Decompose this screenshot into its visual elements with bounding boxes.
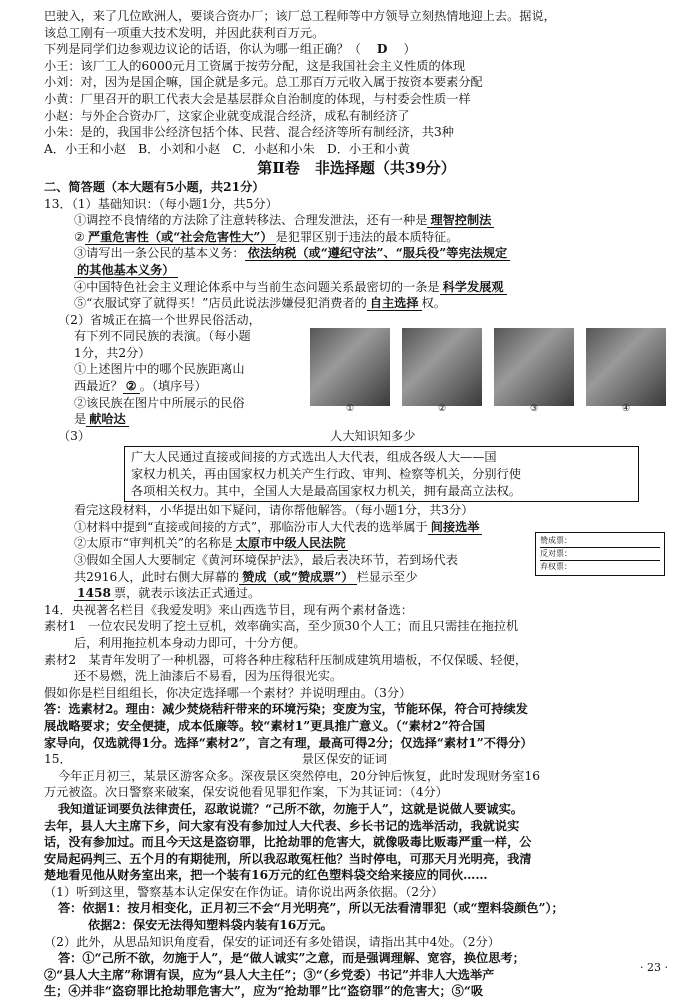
q15-answer-2: 答：①“己所不欲，勿施于人”，是“做人诚实”之意，而是强调理解、宽容，换位思考； xyxy=(58,951,525,966)
text-line: 小黄：厂里召开的职工代表大会是基层群众自治制度的体现，与村委会性质一样 xyxy=(44,91,471,106)
answer-1: 理智控制法 xyxy=(427,213,494,228)
answer-6: ② xyxy=(123,379,140,394)
part-heading: 二、简答题（本大题有5小题，共21分） xyxy=(44,179,265,194)
page-number: · 23 · xyxy=(640,961,668,974)
answer-choice: D xyxy=(376,42,388,57)
text-line: 小王：该厂工人的6000元月工资属于按劳分配，这是我国社会主义性质的体现 xyxy=(44,58,466,73)
photo: ③ xyxy=(494,328,574,406)
ethnic-photos xyxy=(310,328,666,415)
q15-number: 15． xyxy=(44,752,72,767)
section-title: 第Ⅱ卷 非选择题（共39分） xyxy=(257,159,456,178)
q14-answer: 答：选素材2。理由：减少焚烧秸秆带来的环境污染；变废为宝，节能环保，符合可持续发 xyxy=(44,702,528,717)
question-line: 下列是同学们边参观边议论的话语，你认为哪一组正确？（ D ） xyxy=(44,42,416,57)
vote-board: 赞成票： 反对票： 弃权票： xyxy=(535,532,665,576)
answer-10: 赞成（或“赞成票”） xyxy=(239,570,357,585)
answer-3: 依法纳税（或“遵纪守法”、“服兵役”等宪法规定 xyxy=(245,246,511,261)
text-line: 巴驶入，来了几位欧洲人，要谈合资办厂；该厂总工程师等中方领导立刻热情地迎上去。据说， xyxy=(44,9,556,23)
answer-8: 间接选举 xyxy=(428,520,483,535)
answer-11: 1458 xyxy=(74,586,114,601)
options-line: A．小王和小赵 B．小刘和小赵 C．小赵和小朱 D．小王和小黄 xyxy=(44,141,410,156)
answer-7: 献哈达 xyxy=(86,412,129,427)
q15-answer-1: 答：依据1：按月相变化，正月初三不会“月光明亮”，所以无法看清罪犯（或“塑料袋颜色”）； xyxy=(58,901,564,916)
text-line: 小刘：对，因为是国企嘛，国企就是多元。总工那百万元收入属于按资本要素分配 xyxy=(44,75,483,90)
photo: ① xyxy=(310,328,390,406)
answer-9: 太原市中级人民法院 xyxy=(233,536,349,551)
q13-heading: 13．（1）基础知识：（每小题1分，共5分） xyxy=(44,196,278,211)
text-line: 小赵：与外企合资办厂，这家企业就变成混合经济，成私有制经济了 xyxy=(44,108,410,123)
text-line: 小朱：是的，我国非公经济包括个体、民营、混合经济等所有制经济，共3种 xyxy=(44,125,454,140)
answer-2: 严重危害性（或“社会危害性大”） xyxy=(85,230,276,245)
exam-page: 巴驶入，来了几位欧洲人，要谈合资办厂；该厂总工程师等中方领导立刻热情地迎上去。据说， 该总工刚有一项重大技术发明，并因此获利百万元。 下列是同学们边参观边议论的话语，你认为哪一组正确？（ D ） 小王：该厂工人的6000元月工资属于按劳分配，这是我国社会主义性质的体现 小刘：对，因为是国企嘛，国企就是多元。总工那百万元收入属于按资本要素分配 小黄：厂里召开的职工代表大会是基层群众自治制度的体现，与村委会性质一样 小赵：与外企合资办厂，这家企业就变成混合经济，成私有制经济了 小朱：是的，我国非公经济包括个体、民营、混合经济等所有制经济，共3种 A．小王和小赵 B．小刘和小赵 C．小赵和小朱 D．小王和小黄 第Ⅱ卷 非选择题（共39分） 二、简答题（本大题有5小题，共21分） 13．（1）基础知识：（每小题1分，共5分） ①调控不良情绪的方法除了注意转移法、合理发泄法，还有一种是 理智控制法 ② 严重危害性（或“社会危害性大”） 是犯罪区别于违法的最本质特征。 ③请写出一条公民的基本义务： 依法纳税（或“遵纪守法”、“服兵役”等宪法规定 的其他基本义务） ④中国特色社会主义理论体系中与当前生态问题关系最密切的一条是 科学发展观 ⑤“衣服试穿了就得买！”店员此说法涉嫌侵犯消费者的 自主选择 权。 （2）省城正在搞一个世界民俗活动， 有下列不同民族的表演。（每小题 1分，共2分） ①上述图片中的哪个民族距离山 西最近？ ② 。（填序号） ②该民族在图片中所展示的民俗 是 献哈达 （3） 人大知识知多少 广大人民通过直接或间接的方式选出人大代表，组成各级人大——国 家权力机关，再由国家权力机关产生行政、审判、检察等机关，分别行使 各项相关权力。其中，全国人大是最高国家权力机关，拥有最高立法权。 看完这段材料，小华提出如下疑问，请你帮他解答。（每小题1分，共3分） ①材料中提到“直接或间接的方式”，那临汾市人大代表的选举属于 间接选举 ②太原市“审判机关”的名称是 太原市中级人民法院 ③假如全国人大要制定《黄河环境保护法》，最后表决环节，若到场代表 共2916人，此时右侧大屏幕的 赞成（或“赞成票”） 栏显示至少 1458 票，就表示该法正式通过。 14．央视著名栏目《我爱发明》来山西选节目，现有两个素材备选： 素材1 一位农民发明了挖土豆机，效率确实高，至少顶30个人工；而且只需挂在拖拉机 后，利用拖拉机本身动力即可，十分方便。 素材2 某青年发明了一种机器，可将各种庄稼秸秆压制成建筑用墙板，不仅保暖、轻便， 还不易燃，洗上油漆后不易看，因为压得很光实。 假如你是栏目组组长，你决定选择哪一个素材？并说明理由。（3分） 答：选素材2。理由：减少焚烧秸秆带来的环境污染；变废为宝，节能环保，符合可持续发 展战略要求；安全便捷，成本低廉等。较“素材1”更具推广意义。（“素材2”符合国 家导向，仅选就得1分。选择“素材2”，言之有理，最高可得2分；仅选择“素材1”不得分） 15． 景区保安的证词 今年正月初三，某景区游客众多。深夜景区突然停电，20分钟后恢复，此时发现财务室16 万元被盗。次日警察来破案，保安说他看见罪犯作案，下为其证词：（4分） 我知道证词要负法律责任，忍敢说谎？“己所不欲，勿施于人”，这就是说做人要诚实。 去年，县人大主席下乡，问大家有没有参加过人大代表、乡长书记的选举活动，我就说实 话，没有参加过。而且今天这是盗窃罪，比抢劫罪的危害大，就像吸毒比贩毒严重一样，公 安局起码判三、五个月的有期徒刑，所以我忍敢冤枉他？当时停电，可那天月光明亮，我清 楚地看见他从财务室出来，把一个装有16万元的红色塑料袋交给来接应的同伙…… （1）听到这里，警察基本认定保安在作伪证。请你说出两条依据。（2分） 答：依据1：按月相变化，正月初三不会“月光明亮”，所以无法看清罪犯（或“塑料袋颜色”）； 依据2：保安无法得知塑料袋内装有16万元。 （2）此外，从思品知识角度看，保安的证词还有多处错误，请指出其中4处。（2分） 答：①“己所不欲，勿施于人”，是“做人诚实”之意，而是强调理解、宽容，换位思考； ②“县人大主席”称谓有误，应为“县人大主任”；③“（乡党委）书记”并非人大选举产 生；④并非“盗窃罪比抢劫罪危害大”，应为“抢劫罪”比“盗窃罪”的危害大；⑤“吸 xyxy=(44,8,669,1000)
box-title: 人大知识知多少 xyxy=(330,428,416,443)
q14-heading: 14．央视著名栏目《我爱发明》来山西选节目，现有两个素材备选： xyxy=(44,602,413,617)
photo: ④ xyxy=(586,328,666,406)
answer-4: 科学发展观 xyxy=(440,280,507,295)
testimony: 我知道证词要负法律责任，忍敢说谎？“己所不欲，勿施于人”，这就是说做人要诚实。 xyxy=(58,801,523,816)
material-box: 广大人民通过直接或间接的方式选出人大代表，组成各级人大——国 家权力机关，再由国家权力机关产生行政、审判、检察等机关，分别行使 各项相关权力。其中，全国人大是最高国家权力机关，拥有最高立法权。 xyxy=(124,446,639,502)
photo: ② xyxy=(402,328,482,406)
text-line: 该总工刚有一项重大技术发明，并因此获利百万元。 xyxy=(44,25,325,40)
answer-5: 自主选择 xyxy=(367,296,422,311)
q15-title: 景区保安的证词 xyxy=(301,752,388,767)
